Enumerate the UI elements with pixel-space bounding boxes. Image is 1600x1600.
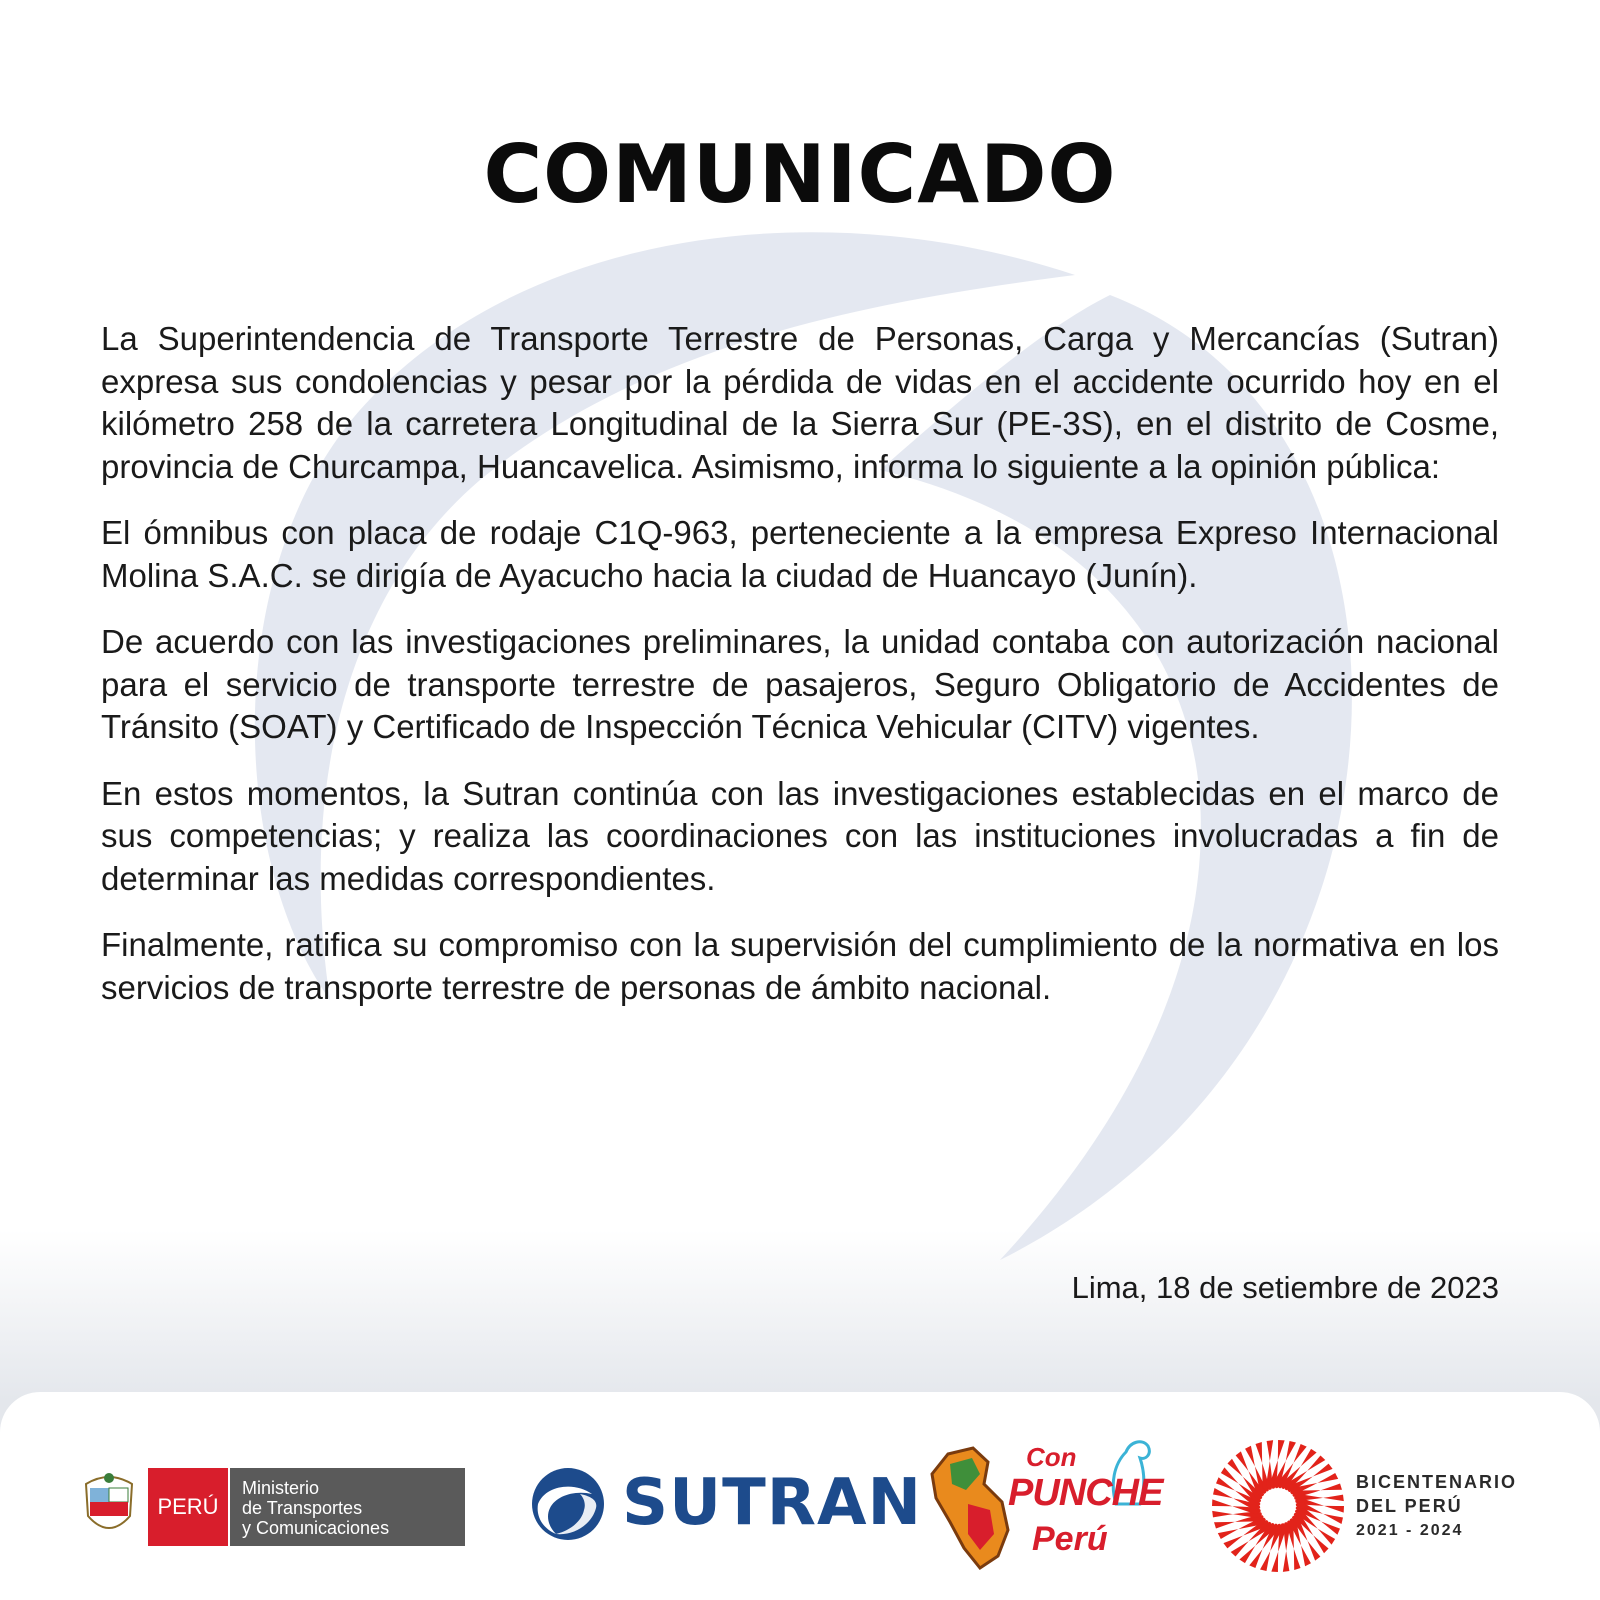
sutran-wordmark: SUTRAN <box>622 1466 923 1540</box>
peru-map-icon <box>928 1444 1018 1574</box>
logo-footer <box>0 1392 1600 1600</box>
communique-body <box>101 318 1499 1033</box>
paragraph-coordination: En estos momentos, la Sutran continúa con las investigaciones establecidas en el marco de sus competencias; y realiza las coordinaciones con las instituciones involucradas a fin de determinar las medidas correspondientes. <box>101 774 1499 897</box>
sutran-logo <box>526 1464 923 1544</box>
punche-main-text: PUNCHE <box>1008 1472 1163 1514</box>
con-punche-peru-logo <box>928 1434 1163 1584</box>
ministry-line-1: Ministerio <box>242 1478 320 1498</box>
punche-con-text: Con <box>1026 1442 1077 1472</box>
mtc-logo <box>80 1460 465 1540</box>
paragraph-investigation: De acuerdo con las investigaciones preliminares, la unidad contaba con autorización nacional para el servicio de transporte terrestre de pasajeros, Seguro Obligatorio de Accidentes de Tránsito (SOAT) y Certificado de Inspección Técnica Vehicular (CITV) vigentes. <box>101 623 1499 745</box>
date-line: Lima, 18 de setiembre de 2023 <box>1071 1270 1499 1305</box>
bicentenario-logo <box>1208 1436 1548 1576</box>
bicentenario-line-3: 2021 - 2024 <box>1356 1522 1464 1539</box>
ministry-line-2: de Transportes <box>242 1498 363 1518</box>
page-title: COMUNICADO <box>483 128 1117 221</box>
punche-peru-text: Perú <box>1032 1520 1108 1558</box>
national-shield-icon <box>80 1470 138 1542</box>
peru-label: PERÚ <box>148 1468 228 1546</box>
paragraph-intro: La Superintendencia de Transporte Terrestre de Personas, Carga y Mercancías (Sutran) expresa sus condolencias y pesar por la pérdida de vidas en el accidente ocurrido hoy en el kilómetro 258 de la carretera Longitudinal de la Sierra Sur (PE-3S), en el distrito de Cosme, provincia de Churcampa, Huancavelica. Asimismo, informa lo siguiente a la opinión pública: <box>101 320 1499 485</box>
bicentenario-sunburst-icon <box>1208 1436 1348 1576</box>
ministry-line-3: y Comunicaciones <box>242 1518 390 1538</box>
ministry-name <box>230 1468 465 1546</box>
sutran-swirl-icon <box>526 1464 610 1544</box>
paragraph-bus: El ómnibus con placa de rodaje C1Q-963, perteneciente a la empresa Expreso Internacional Molina S.A.C. se dirigía de Ayacucho hacia la ciudad de Huancayo (Junín). <box>101 514 1499 594</box>
bicentenario-line-1: BICENTENARIO <box>1356 1472 1518 1492</box>
bicentenario-line-2: DEL PERÚ <box>1356 1496 1463 1516</box>
paragraph-commitment: Finalmente, ratifica su compromiso con la supervisión del cumplimiento de la normativa en los servicios de transporte terrestre de personas de ámbito nacional. <box>101 926 1499 1006</box>
